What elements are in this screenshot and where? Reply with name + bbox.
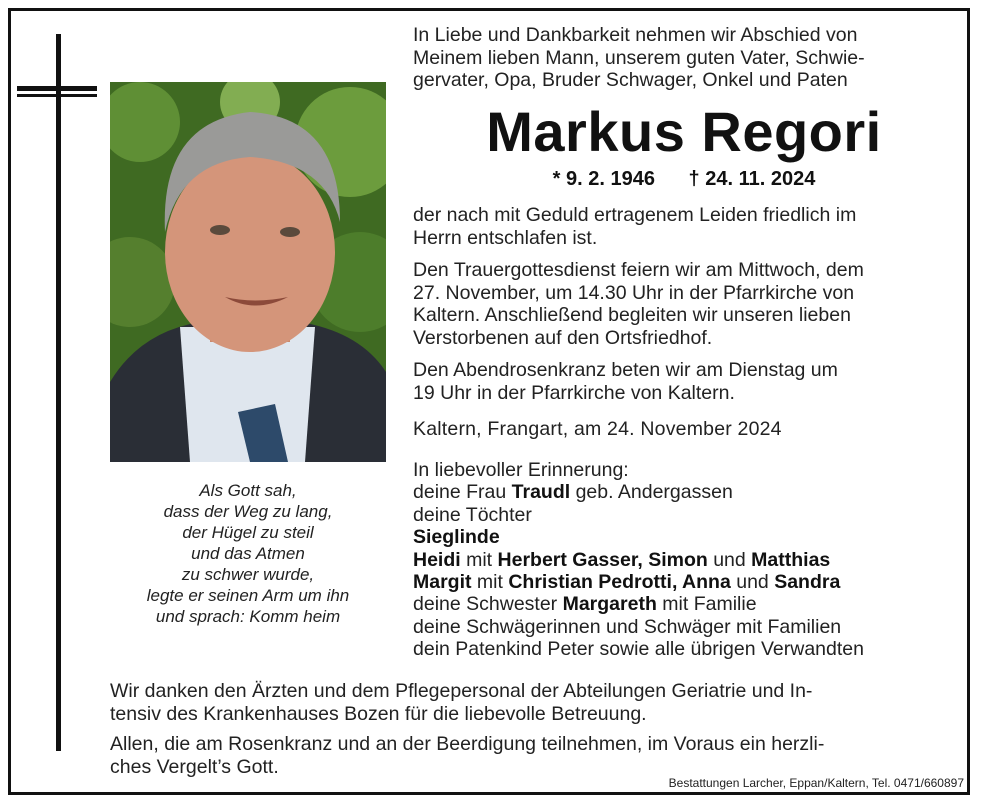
name: Traudl bbox=[511, 481, 571, 504]
paragraph-passing bbox=[413, 204, 955, 249]
place-date: Kaltern, Frangart, am 24. November 2024 bbox=[413, 418, 782, 440]
paragraph-funeral bbox=[413, 259, 955, 349]
text-line: Kaltern. Anschließend begleiten wir unseren lieben bbox=[413, 304, 851, 326]
name: Sieglinde bbox=[413, 526, 500, 549]
death-date: † 24. 11. 2024 bbox=[688, 168, 816, 190]
list-item bbox=[413, 526, 955, 548]
text-line: Verstorbenen auf den Ortsfriedhof. bbox=[413, 326, 713, 349]
intro-line: gervater, Opa, Bruder Schwager, Onkel und Paten bbox=[413, 69, 848, 91]
name: Margareth bbox=[562, 593, 657, 616]
intro-text bbox=[413, 24, 955, 92]
text: mit bbox=[471, 571, 509, 594]
poem-line: legte er seinen Arm um ihn bbox=[146, 586, 350, 605]
birth-date: * 9. 2. 1946 bbox=[552, 168, 655, 190]
list-item: dein Patenkind Peter sowie alle übrigen Verwandten bbox=[413, 638, 864, 661]
cross-bar bbox=[17, 86, 97, 91]
text: deine Frau bbox=[413, 481, 512, 504]
deceased-name: Markus Regori bbox=[486, 100, 882, 163]
list-item: deine Schwägerinnen und Schwäger mit Familien bbox=[413, 615, 842, 638]
cross-icon bbox=[56, 34, 61, 751]
text-line: ches Vergelt’s Gott. bbox=[110, 755, 279, 778]
poem-line: Als Gott sah, bbox=[199, 481, 297, 500]
poem-line: und sprach: Komm heim bbox=[155, 607, 341, 626]
spacer bbox=[110, 725, 955, 733]
mourners-list bbox=[413, 459, 955, 661]
intro-line: Meinem lieben Mann, unserem guten Vater, Schwie- bbox=[413, 46, 865, 69]
poem-line: der Hügel zu steil bbox=[182, 523, 314, 542]
text: deine Schwester bbox=[413, 593, 563, 616]
poem-line: dass der Weg zu lang, bbox=[163, 502, 333, 521]
list-item: deine Töchter bbox=[413, 503, 532, 526]
poem-line: zu schwer wurde, bbox=[181, 565, 315, 584]
list-item bbox=[413, 481, 955, 503]
portrait-photo bbox=[110, 82, 386, 462]
text-line: tensiv des Krankenhauses Bozen für die liebevolle Betreuung. bbox=[110, 702, 647, 725]
name: Christian Pedrotti, Anna bbox=[508, 571, 731, 594]
text: und bbox=[707, 548, 752, 571]
poem bbox=[112, 480, 384, 627]
list-item bbox=[413, 593, 955, 615]
cross-bar-lower bbox=[17, 94, 97, 97]
text-line: 27. November, um 14.30 Uhr in der Pfarrkirche von bbox=[413, 281, 855, 304]
thanks-text bbox=[110, 680, 955, 778]
text: mit bbox=[460, 548, 498, 571]
text-line: 19 Uhr in der Pfarrkirche von Kaltern. bbox=[413, 381, 735, 404]
funeral-home-credit: Bestattungen Larcher, Eppan/Kaltern, Tel. 0471/660897 bbox=[668, 776, 964, 790]
text: und bbox=[730, 571, 775, 594]
text-line: Den Trauergottesdienst feiern wir am Mittwoch, dem bbox=[413, 259, 864, 281]
name: Sandra bbox=[774, 571, 841, 594]
poem-line: und das Atmen bbox=[191, 544, 305, 563]
mourners-heading: In liebevoller Erinnerung: bbox=[413, 459, 629, 481]
paragraph-rosary bbox=[413, 359, 955, 404]
text-line: Herrn entschlafen ist. bbox=[413, 226, 598, 249]
intro-line: In Liebe und Dankbarkeit nehmen wir Abschied von bbox=[413, 24, 858, 46]
text-line: Allen, die am Rosenkranz und an der Beerdigung teilnehmen, im Voraus ein herzli- bbox=[110, 733, 825, 755]
name: Herbert Gasser, Simon bbox=[497, 548, 708, 571]
text-line: der nach mit Geduld ertragenem Leiden friedlich im bbox=[413, 204, 857, 226]
list-item bbox=[413, 571, 955, 593]
list-item bbox=[413, 549, 955, 571]
text: geb. Andergassen bbox=[570, 481, 733, 504]
name: Margit bbox=[413, 571, 472, 594]
life-dates bbox=[413, 167, 955, 191]
name: Matthias bbox=[751, 548, 831, 571]
text: mit Familie bbox=[656, 593, 757, 616]
name: Heidi bbox=[413, 548, 461, 571]
text-line: Den Abendrosenkranz beten wir am Dienstag um bbox=[413, 359, 838, 381]
text-line: Wir danken den Ärzten und dem Pflegepersonal der Abteilungen Geriatrie und In- bbox=[110, 680, 813, 702]
